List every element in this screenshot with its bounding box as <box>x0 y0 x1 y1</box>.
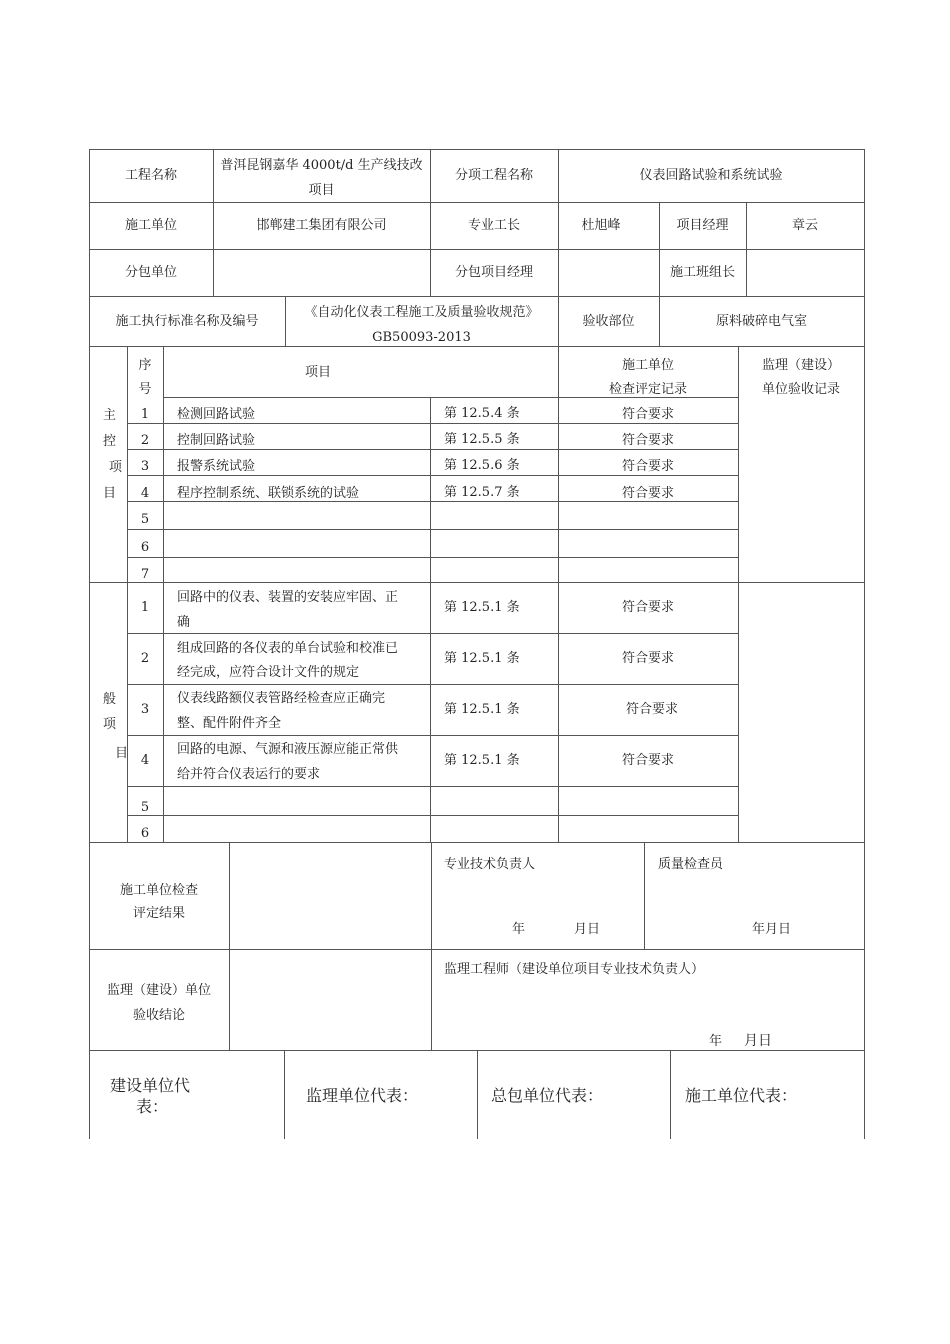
table-row-item-cont: 给并符合仪表运行的要求 <box>177 767 321 782</box>
standard-label: 施工执行标准名称及编号 <box>115 314 259 329</box>
general-contractor-rep-label: 总包单位代表： <box>491 1086 604 1105</box>
grid-line <box>163 346 164 842</box>
check-record-header-cont: 检查评定记录 <box>608 382 687 397</box>
table-row-clause: 第 12.5.4 条 <box>444 406 520 421</box>
seq-header-cont: 号 <box>138 382 152 397</box>
conclusion-label: 监理（建设）单位 <box>106 983 211 998</box>
supervising-engineer-label: 监理工程师（建设单位项目专业技术负责人） <box>444 962 705 977</box>
grid-line <box>644 842 645 949</box>
contractor-label: 施工单位 <box>124 218 177 233</box>
table-border-top <box>89 149 865 150</box>
location-label: 验收部位 <box>582 314 635 329</box>
supervise-record-header-cont: 单位验收记录 <box>761 382 840 397</box>
grid-line <box>127 815 738 816</box>
conclusion-label-cont: 验收结论 <box>132 1008 185 1023</box>
table-row-item: 控制回路试验 <box>177 433 256 448</box>
table-row-result: 符合要求 <box>625 702 678 717</box>
evaluation-label-cont: 评定结果 <box>132 906 185 921</box>
table-row-result: 符合要求 <box>621 753 674 768</box>
evaluation-label: 施工单位检查 <box>119 883 198 898</box>
inspector-label: 质量检查员 <box>658 857 724 872</box>
table-row-seq: 2 <box>140 651 150 666</box>
table-row-seq: 1 <box>140 407 150 422</box>
table-row-item: 仪表线路额仪表管路经检查应正确完 <box>177 691 386 706</box>
check-record-header: 施工单位 <box>621 358 674 373</box>
grid-line <box>430 397 431 842</box>
table-row-seq: 3 <box>140 702 150 717</box>
subcontractor-label: 分包单位 <box>124 265 177 280</box>
grid-line <box>127 557 738 558</box>
main-items-label: 项 <box>109 460 123 475</box>
table-row-item: 程序控制系统、联锁系统的试验 <box>177 486 360 501</box>
conclusion-date-md: 月日 <box>744 1033 772 1049</box>
general-items-label: 目 <box>115 746 129 761</box>
supervise-record-header: 监理（建设） <box>761 358 840 373</box>
table-row-result: 符合要求 <box>621 651 674 666</box>
table-row-clause: 第 12.5.1 条 <box>444 600 520 615</box>
owner-rep-label-cont: 表： <box>136 1097 169 1116</box>
table-row-clause: 第 12.5.1 条 <box>444 753 520 768</box>
standard-name: 《自动化仪表工程施工及质量验收规范》 <box>304 305 539 320</box>
table-row-seq: 7 <box>140 567 150 582</box>
grid-line <box>670 1050 671 1139</box>
table-row-item: 报警系统试验 <box>177 459 256 474</box>
grid-line <box>284 1050 285 1139</box>
pm-value: 章云 <box>791 218 818 233</box>
item-header: 项目 <box>304 365 331 380</box>
table-row-result: 符合要求 <box>621 486 674 501</box>
grid-line <box>89 582 865 583</box>
grid-line <box>431 842 432 1050</box>
table-row-item: 回路中的仪表、装置的安装应牢固、正 <box>177 590 399 605</box>
main-items-label: 主 <box>103 408 117 423</box>
grid-line <box>127 633 738 634</box>
tech-lead-date-year: 年 <box>512 922 526 937</box>
tech-lead-label: 专业技术负责人 <box>444 857 536 872</box>
tech-lead-date-md: 月日 <box>574 922 601 937</box>
table-row-item: 检测回路试验 <box>177 407 256 422</box>
sub-pm-label: 分包项目经理 <box>454 265 533 280</box>
project-name-label: 工程名称 <box>124 168 177 183</box>
table-row-item-cont: 整、配件附件齐全 <box>177 716 282 731</box>
seq-header: 序 <box>138 358 152 373</box>
contractor-value: 邯郸建工集团有限公司 <box>256 218 387 233</box>
grid-line <box>89 249 865 250</box>
inspector-date: 年月日 <box>752 922 792 937</box>
supervisor-rep-label: 监理单位代表： <box>306 1086 419 1105</box>
grid-line <box>738 346 739 842</box>
table-row-result: 符合要求 <box>621 459 674 474</box>
table-row-item: 回路的电源、气源和液压源应能正常供 <box>177 742 399 757</box>
project-name-value-cont: 项目 <box>308 183 335 198</box>
project-name-value: 普洱昆钢嘉华 4000t/d 生产线技改 <box>220 158 423 173</box>
table-row-seq: 5 <box>140 800 150 815</box>
main-items-label: 目 <box>103 486 117 501</box>
grid-line <box>127 529 738 530</box>
sub-project-value: 仪表回路试验和系统试验 <box>639 168 783 183</box>
table-row-result: 符合要求 <box>621 600 674 615</box>
sub-project-label: 分项工程名称 <box>454 168 533 183</box>
standard-code: GB50093-2013 <box>372 330 471 345</box>
table-row-seq: 2 <box>140 433 150 448</box>
foreman-value: 杜旭峰 <box>581 218 621 233</box>
table-border-right <box>864 149 865 1139</box>
grid-line <box>89 296 865 297</box>
table-row-seq: 3 <box>140 459 150 474</box>
general-items-label: 般 <box>103 692 117 707</box>
table-row-seq: 6 <box>140 826 150 841</box>
table-row-clause: 第 12.5.7 条 <box>444 485 520 500</box>
general-items-label: 项 <box>103 717 117 732</box>
table-row-seq: 1 <box>140 600 150 615</box>
table-row-item-cont: 确 <box>177 615 191 630</box>
grid-line <box>229 842 230 1050</box>
table-row-result: 符合要求 <box>621 407 674 422</box>
table-row-result: 符合要求 <box>621 433 674 448</box>
pm-label: 项目经理 <box>676 218 729 233</box>
grid-line <box>89 949 865 950</box>
location-value: 原料破碎电气室 <box>715 314 807 329</box>
team-leader-label: 施工班组长 <box>669 265 735 280</box>
table-row-item: 组成回路的各仪表的单台试验和校准已 <box>177 641 399 656</box>
table-row-seq: 6 <box>140 540 150 555</box>
table-row-clause: 第 12.5.1 条 <box>444 651 520 666</box>
table-row-seq: 4 <box>140 753 150 768</box>
grid-line <box>477 1050 478 1139</box>
main-items-label: 控 <box>103 434 117 449</box>
conclusion-date-year: 年 <box>709 1034 723 1049</box>
table-row-seq: 4 <box>140 486 150 501</box>
table-row-clause: 第 12.5.1 条 <box>444 702 520 717</box>
table-row-clause: 第 12.5.5 条 <box>444 432 520 447</box>
grid-line <box>89 202 865 203</box>
table-row-seq: 5 <box>140 512 150 527</box>
grid-line <box>89 842 865 843</box>
table-row-item-cont: 经完成，应符合设计文件的规定 <box>177 665 360 680</box>
foreman-label: 专业工长 <box>467 218 520 233</box>
owner-rep-label: 建设单位代 <box>110 1076 191 1095</box>
contractor-rep-label: 施工单位代表： <box>685 1086 798 1105</box>
table-row-clause: 第 12.5.6 条 <box>444 458 520 473</box>
